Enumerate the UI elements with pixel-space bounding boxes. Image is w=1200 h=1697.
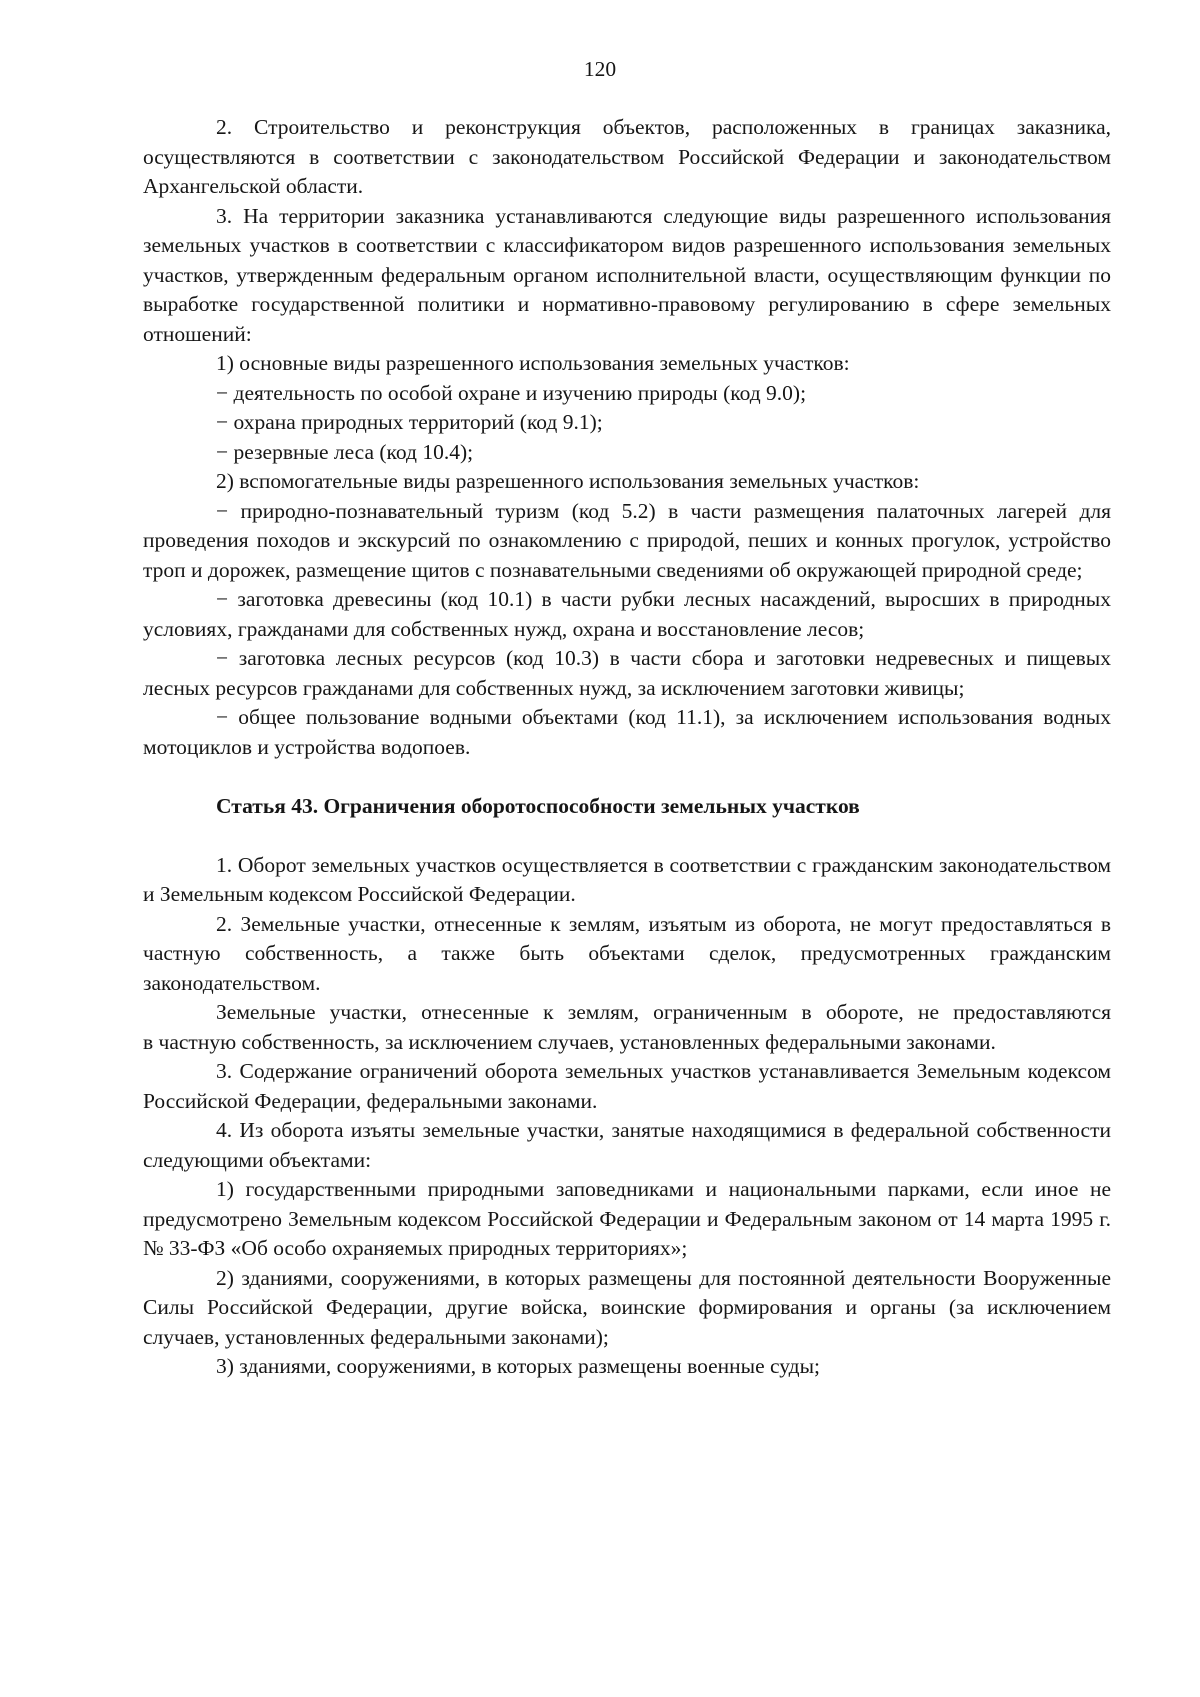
list-item: 2) вспомогательные виды разрешенного использования земельных участков: (216, 469, 920, 493)
paragraph: 4. Из оборота изъяты земельные участки, занятые находящимися в федеральной собственности следующими объектами: (143, 1118, 1111, 1172)
paragraph: 3. Содержание ограничений оборота земельных участков устанавливается Земельным кодексом Российской Федерации, федеральными законами. (143, 1059, 1111, 1113)
list-item: 1) основные виды разрешенного использования земельных участков: (216, 351, 850, 375)
page-number: 120 (583, 57, 617, 81)
list-item: − охрана природных территорий (код 9.1); (216, 410, 603, 434)
article-heading: Статья 43. Ограничения оборотоспособности земельных участков (216, 794, 860, 818)
paragraph: в частную собственность, за исключением случаев, установленных федеральными законами. (143, 1029, 996, 1054)
page-content (143, 113, 1111, 1382)
paragraph: 2. Земельные участки, отнесенные к землям, изъятым из оборота, не могут предоставляться в частную собственность, а также быть объектами сделок, предусмотренных гражданским законодательством. (143, 911, 1111, 995)
paragraph: 3. На территории заказника устанавливаются следующие виды разрешенного использования земельных участков в соответствии с классификатором видов разрешенного использования земельных участков, утвержденным федеральным органом исполнительной власти, осуществляющим функции по выработке государственной политики и нормативно-правовому регулированию в сфере земельных отношений: (143, 203, 1111, 346)
list-item: 3) зданиями, сооружениями, в которых размещены военные суды; (216, 1354, 821, 1378)
list-item: − заготовка лесных ресурсов (код 10.3) в части сбора и заготовки недревесных и пищевых лесных ресурсов гражданами для собственных нужд, за исключением заготовки живицы; (143, 646, 1111, 700)
list-item: − природно-познавательный туризм (код 5.2) в части размещения палаточных лагерей для проведения походов и экскурсий по ознакомлению с природой, пеших и конных прогулок, устройство троп и дорожек, размещение щитов с познавательными сведениями об окружающей природной среде; (143, 498, 1111, 582)
list-item: − общее пользование водными объектами (код 11.1), за исключением использования водных мотоциклов и устройства водопоев. (143, 705, 1111, 759)
list-item: − заготовка древесины (код 10.1) в части рубки лесных насаждений, выросших в природных условиях, гражданами для собственных нужд, охрана и восстановление лесов; (143, 587, 1111, 641)
list-item: 1) государственными природными заповедниками и национальными парками, если иное не предусмотрено Земельным кодексом Российской Федерации и Федеральным законом от 14 марта 1995 г. № 33-ФЗ «Об особо охраняемых природных территориях»; (143, 1177, 1111, 1260)
list-item: 2) зданиями, сооружениями, в которых размещены для постоянной деятельности Вооруженные Силы Российской Федерации, другие войска, воинские формирования и органы (за исключением случаев, установленных федеральными законами); (143, 1265, 1111, 1349)
list-item: − резервные леса (код 10.4); (216, 439, 474, 464)
paragraph: Земельные участки, отнесенные к землям, ограниченным в обороте, не предоставляются (216, 1000, 1111, 1024)
paragraph: 2. Строительство и реконструкция объектов, расположенных в границах заказника, осуществляются в соответствии с законодательством Российской Федерации и законодательством Архангельской области. (143, 115, 1111, 198)
list-item: − деятельность по особой охране и изучению природы (код 9.0); (216, 380, 807, 405)
paragraph: 1. Оборот земельных участков осуществляется в соответствии с гражданским законодательством и Земельным кодексом Российской Федерации. (143, 852, 1111, 906)
